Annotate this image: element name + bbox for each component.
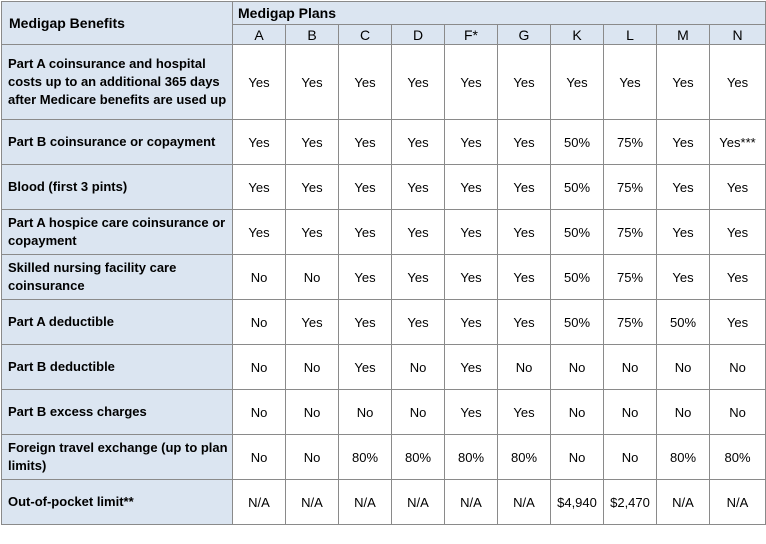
coverage-cell: Yes — [498, 45, 551, 120]
table-row — [2, 345, 766, 390]
coverage-cell: Yes — [498, 120, 551, 165]
coverage-cell: No — [710, 345, 766, 390]
coverage-cell: Yes — [445, 300, 498, 345]
coverage-cell: Yes — [710, 255, 766, 300]
coverage-cell: Yes — [286, 165, 339, 210]
plan-header-n: N — [710, 25, 766, 45]
coverage-cell: No — [604, 435, 657, 480]
coverage-cell: $2,470 — [604, 480, 657, 525]
coverage-cell: Yes — [339, 210, 392, 255]
coverage-cell: 75% — [604, 300, 657, 345]
coverage-cell: Yes — [445, 165, 498, 210]
table-row — [2, 210, 766, 255]
coverage-cell: 80% — [498, 435, 551, 480]
plan-header-f: F* — [445, 25, 498, 45]
benefit-label: Blood (first 3 pints) — [2, 165, 233, 210]
coverage-cell: 75% — [604, 210, 657, 255]
benefit-label: Part B coinsurance or copayment — [2, 120, 233, 165]
plans-header-row — [2, 2, 766, 25]
coverage-cell: No — [604, 390, 657, 435]
coverage-cell: Yes — [657, 165, 710, 210]
coverage-cell: Yes — [233, 165, 286, 210]
coverage-cell: Yes — [233, 210, 286, 255]
table-row — [2, 165, 766, 210]
coverage-cell: No — [233, 390, 286, 435]
coverage-cell: Yes — [657, 120, 710, 165]
benefit-label: Part B excess charges — [2, 390, 233, 435]
coverage-cell: Yes — [392, 300, 445, 345]
coverage-cell: Yes — [339, 165, 392, 210]
coverage-cell: N/A — [445, 480, 498, 525]
coverage-cell: Yes — [445, 345, 498, 390]
benefits-table-body — [2, 45, 766, 525]
coverage-cell: 80% — [445, 435, 498, 480]
coverage-cell: Yes — [498, 255, 551, 300]
plans-column-group-header: Medigap Plans — [233, 2, 766, 25]
coverage-cell: Yes — [498, 165, 551, 210]
coverage-cell: 50% — [551, 210, 604, 255]
coverage-cell: Yes — [392, 120, 445, 165]
coverage-cell: Yes — [445, 45, 498, 120]
coverage-cell: No — [286, 255, 339, 300]
plan-header-g: G — [498, 25, 551, 45]
coverage-cell: Yes — [445, 210, 498, 255]
coverage-cell: No — [710, 390, 766, 435]
coverage-cell: Yes — [339, 345, 392, 390]
coverage-cell: Yes — [445, 390, 498, 435]
plan-header-d: D — [392, 25, 445, 45]
coverage-cell: Yes — [286, 300, 339, 345]
benefit-label: Foreign travel exchange (up to plan limits) — [2, 435, 233, 480]
benefits-column-header: Medigap Benefits — [2, 2, 233, 45]
table-row — [2, 300, 766, 345]
coverage-cell: No — [286, 390, 339, 435]
coverage-cell: Yes — [498, 390, 551, 435]
coverage-cell: No — [498, 345, 551, 390]
coverage-cell: Yes — [710, 210, 766, 255]
coverage-cell: Yes — [339, 300, 392, 345]
coverage-cell: 50% — [551, 300, 604, 345]
table-row — [2, 255, 766, 300]
coverage-cell: N/A — [392, 480, 445, 525]
plan-header-k: K — [551, 25, 604, 45]
coverage-cell: No — [657, 390, 710, 435]
benefit-label: Skilled nursing facility care coinsurance — [2, 255, 233, 300]
benefit-label: Part A coinsurance and hospital costs up to an additional 365 days after Medicare benefits are used up — [2, 45, 233, 120]
coverage-cell: Yes — [392, 255, 445, 300]
coverage-cell: 80% — [339, 435, 392, 480]
medigap-benefits-table — [1, 1, 766, 525]
coverage-cell: Yes — [339, 120, 392, 165]
table-row — [2, 45, 766, 120]
coverage-cell: 75% — [604, 165, 657, 210]
coverage-cell: 75% — [604, 255, 657, 300]
coverage-cell: N/A — [498, 480, 551, 525]
coverage-cell: No — [551, 390, 604, 435]
coverage-cell: No — [286, 345, 339, 390]
coverage-cell: Yes — [657, 255, 710, 300]
table-row — [2, 120, 766, 165]
coverage-cell: 50% — [551, 165, 604, 210]
coverage-cell: Yes — [392, 210, 445, 255]
coverage-cell: Yes — [392, 165, 445, 210]
coverage-cell: No — [551, 435, 604, 480]
coverage-cell: Yes — [233, 120, 286, 165]
benefit-label: Part A deductible — [2, 300, 233, 345]
coverage-cell: Yes — [339, 45, 392, 120]
coverage-cell: No — [604, 345, 657, 390]
coverage-cell: Yes — [710, 45, 766, 120]
coverage-cell: Yes — [498, 300, 551, 345]
coverage-cell: Yes — [657, 45, 710, 120]
benefit-label: Out-of-pocket limit** — [2, 480, 233, 525]
coverage-cell: 80% — [657, 435, 710, 480]
coverage-cell: Yes — [445, 120, 498, 165]
coverage-cell: Yes — [657, 210, 710, 255]
plan-header-l: L — [604, 25, 657, 45]
coverage-cell: 80% — [392, 435, 445, 480]
coverage-cell: No — [551, 345, 604, 390]
plan-header-c: C — [339, 25, 392, 45]
coverage-cell: N/A — [657, 480, 710, 525]
coverage-cell: Yes — [498, 210, 551, 255]
coverage-cell: No — [286, 435, 339, 480]
coverage-cell: Yes — [710, 165, 766, 210]
coverage-cell: 50% — [551, 255, 604, 300]
coverage-cell: No — [657, 345, 710, 390]
table-row — [2, 390, 766, 435]
coverage-cell: Yes — [710, 300, 766, 345]
coverage-cell: Yes — [339, 255, 392, 300]
coverage-cell: No — [339, 390, 392, 435]
plan-header-m: M — [657, 25, 710, 45]
coverage-cell: Yes — [286, 120, 339, 165]
coverage-cell: No — [233, 255, 286, 300]
coverage-cell: 50% — [551, 120, 604, 165]
coverage-cell: 50% — [657, 300, 710, 345]
benefit-label: Part A hospice care coinsurance or copayment — [2, 210, 233, 255]
plan-header-a: A — [233, 25, 286, 45]
coverage-cell: No — [392, 345, 445, 390]
coverage-cell: Yes — [604, 45, 657, 120]
coverage-cell: N/A — [710, 480, 766, 525]
coverage-cell: Yes — [233, 45, 286, 120]
benefit-label: Part B deductible — [2, 345, 233, 390]
plan-header-b: B — [286, 25, 339, 45]
coverage-cell: Yes*** — [710, 120, 766, 165]
coverage-cell: No — [233, 300, 286, 345]
coverage-cell: Yes — [286, 45, 339, 120]
coverage-cell: 75% — [604, 120, 657, 165]
coverage-cell: N/A — [233, 480, 286, 525]
table-row — [2, 480, 766, 525]
coverage-cell: $4,940 — [551, 480, 604, 525]
coverage-cell: No — [392, 390, 445, 435]
coverage-cell: No — [233, 345, 286, 390]
coverage-cell: Yes — [551, 45, 604, 120]
coverage-cell: 80% — [710, 435, 766, 480]
coverage-cell: Yes — [445, 255, 498, 300]
medigap-table-container — [1, 1, 766, 525]
coverage-cell: Yes — [392, 45, 445, 120]
table-row — [2, 435, 766, 480]
coverage-cell: No — [233, 435, 286, 480]
coverage-cell: N/A — [339, 480, 392, 525]
coverage-cell: N/A — [286, 480, 339, 525]
coverage-cell: Yes — [286, 210, 339, 255]
